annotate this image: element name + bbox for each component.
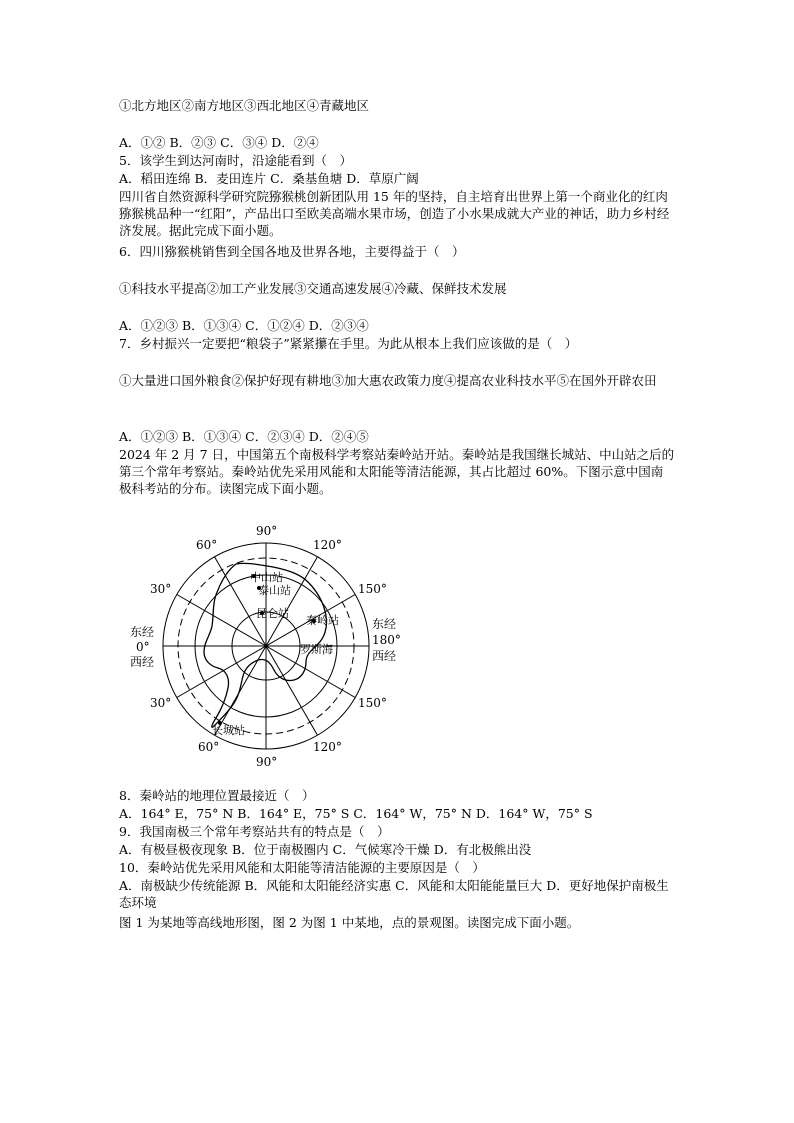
label-60-tl: 60° [196,538,218,552]
passage-kiwi: 四川省自然资源科学研究院猕猴桃创新团队用 15 年的坚持，自主培育出世界上第一个商业化的红肉猕猴桃品种一“红阳”，产品出口至欧美高端水果市场，创造了小水果成就大产业的神话，助力乡村经济发展。据此完成下面小题。 [119,189,670,238]
question-5: 5．该学生到达河南时，沿途能看到（ ） [119,153,352,168]
label-120-br: 120° [313,740,342,754]
label-east-l: 东经 [130,625,155,639]
label-qinling: 秦岭站 [306,614,339,627]
passage-antarctic: 2024 年 2 月 7 日，中国第五个南极科学考察站秦岭站开站。秦岭站是我国继长城站、中山站之后的第三个常年考察站。秦岭站优先采用风能和太阳能等清洁能源，其占比超过 60%。下图示意中国南极科考站的分布。读图完成下面小题。 [119,447,675,496]
passage-contour: 图 1 为某地等高线地形图，图 2 为图 1 中某地，点的景观图。读图完成下面小题。 [119,915,580,930]
label-ross-sea: 罗斯海 [300,643,333,656]
label-90-bottom: 90° [256,755,278,769]
statements-6: ①科技水平提高②加工产业发展③交通高速发展④冷藏、保鲜技术发展 [119,281,507,296]
label-taishan: 泰山站 [258,584,291,597]
label-150-br: 150° [358,696,387,710]
label-0: 0° [136,640,150,654]
line-regions: ①北方地区②南方地区③西北地区④青藏地区 [119,98,370,113]
answer-options-9: A．有极昼极夜现象 B．位于南极圈内 C．气候寒冷干燥 D．有北极熊出没 [119,842,532,857]
answer-options-5: A．稻田连绵 B．麦田连片 C．桑基鱼塘 D．草原广阔 [119,171,419,186]
label-changcheng: 长城站 [212,724,245,737]
label-90-top: 90° [256,524,278,538]
label-east-r: 东经 [372,617,397,631]
question-10: 10．秦岭站优先采用风能和太阳能等清洁能源的主要原因是（ ） [119,860,485,875]
label-180: 180° [372,633,401,647]
answer-options-8: A．164° E，75° N B．164° E，75° S C．164° W，75° N D．164° W，75° S [119,806,593,821]
label-120-tr: 120° [313,538,342,552]
answer-options-7: A．①②③ B．①③④ C．②③④ D．②④⑤ [119,429,369,444]
label-30-l: 30° [150,582,172,596]
antarctic-station-map [128,520,404,772]
question-6: 6．四川猕猴桃销售到全国各地及世界各地，主要得益于（ ） [119,244,465,259]
label-30-bl: 30° [150,696,172,710]
label-150-r: 150° [358,582,387,596]
label-60-bl: 60° [198,740,220,754]
answer-options-10: A．南极缺少传统能源 B．风能和太阳能经济实惠 C．风能和太阳能能量巨大 D．更好地保护南极生态环境 [119,878,669,910]
label-zhongshan: 中山站 [250,571,283,584]
statements-7: ①大量进口国外粮食②保护好现有耕地③加大惠农政策力度④提高农业科技水平⑤在国外开辟农田 [119,373,657,388]
label-west-l: 西经 [130,655,155,669]
question-9: 9．我国南极三个常年考察站共有的特点是（ ） [119,824,390,839]
answer-options-6: A．①②③ B．①③④ C．①②④ D．②③④ [119,318,369,333]
question-7: 7．乡村振兴一定要把“粮袋子”紧紧攥在手里。为此从根本上我们应该做的是（ ） [119,336,578,351]
question-8: 8．秦岭站的地理位置最接近（ ） [119,788,315,803]
label-kunlun: 昆仑站 [256,607,289,620]
answer-options-4: A．①② B．②③ C．③④ D．②④ [119,135,319,150]
label-west-r: 西经 [372,649,397,663]
